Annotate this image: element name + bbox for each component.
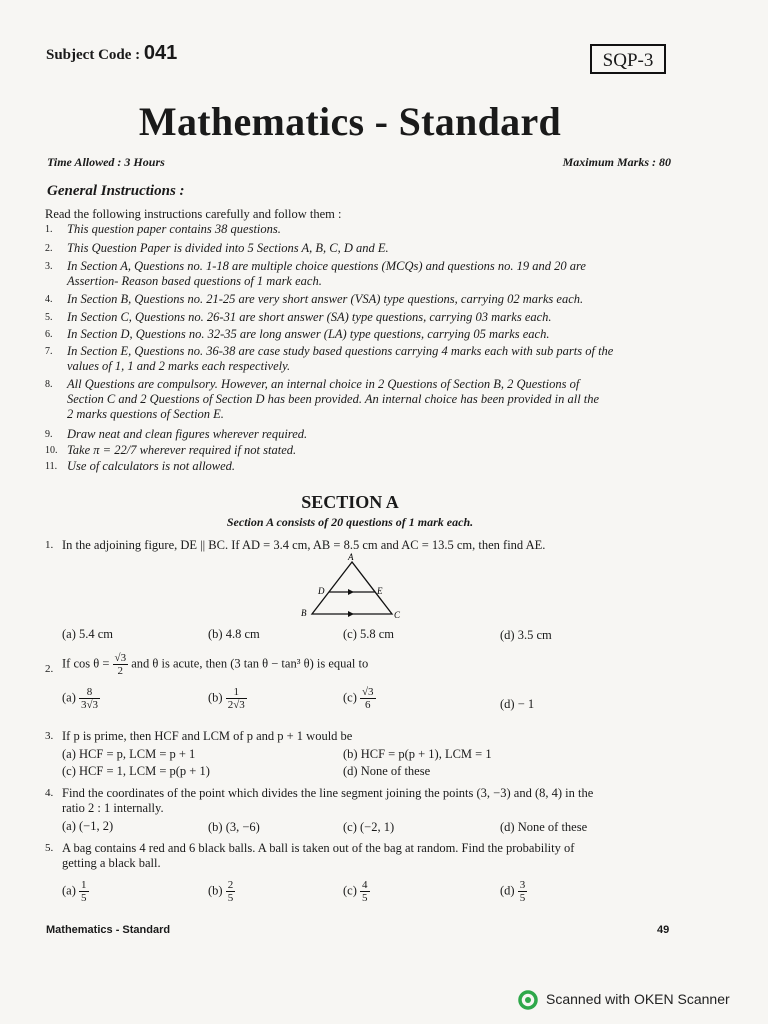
instruction-text: Assertion- Reason based questions of 1 mark each. — [67, 274, 322, 288]
label-b: B — [301, 608, 307, 618]
option-label: (c) — [343, 690, 357, 705]
fraction-numerator: 8 — [79, 686, 100, 699]
fraction-numerator: 4 — [362, 879, 368, 891]
instruction-number: 9. — [45, 429, 53, 440]
option-a: (a) 5.4 cm — [62, 627, 114, 641]
instruction-number: 8. — [45, 379, 53, 390]
subject-code-label: Subject Code : — [46, 47, 141, 63]
option-label: (b) — [208, 883, 223, 898]
option-a — [62, 879, 89, 904]
option-d: (d) − 1 — [500, 697, 535, 711]
question-number: 3. — [45, 730, 54, 742]
question-3 — [45, 729, 675, 744]
instruction-text: All Questions are compulsory. However, an internal choice in 2 Questions of Section B, 2 Questions of — [67, 377, 580, 391]
instruction-text: In Section E, Questions no. 36-38 are case study based questions carrying 4 marks each with sub parts of the — [67, 344, 614, 358]
instruction-item — [45, 443, 675, 458]
fraction — [79, 686, 100, 711]
question-text: In the adjoining figure, DE || BC. If AD = 3.4 cm, AB = 8.5 cm and AC = 13.5 cm, then find AE. — [62, 538, 546, 552]
page-number: 49 — [657, 924, 670, 936]
option-a — [62, 686, 100, 711]
fraction-numerator: √3 — [114, 652, 127, 664]
paper-code-box: SQP-3 — [590, 44, 666, 74]
instruction-text: In Section D, Questions no. 32-35 are long answer (LA) type questions, carrying 05 marks each. — [67, 327, 550, 341]
maximum-marks: Maximum Marks : 80 — [562, 155, 671, 169]
instruction-text: Draw neat and clean figures wherever required. — [67, 427, 308, 441]
fraction-numerator: 1 — [81, 879, 87, 891]
instruction-item — [45, 310, 675, 325]
instruction-number: 5. — [45, 312, 53, 323]
time-allowed: Time Allowed : 3 Hours — [47, 155, 165, 169]
option-c — [343, 686, 376, 711]
fraction-numerator: 3 — [519, 879, 526, 891]
instruction-text: In Section A, Questions no. 1-18 are multiple choice questions (MCQs) and questions no. 19 and 20 are — [67, 259, 586, 273]
question-number: 2. — [45, 663, 54, 675]
instruction-text: values of 1, 1 and 2 marks each respectively. — [67, 359, 291, 373]
arrow-de — [348, 589, 354, 595]
fraction-numerator: 1 — [226, 686, 247, 699]
option-c: (c) HCF = 1, LCM = p(p + 1) — [62, 764, 210, 778]
option-b: (b) 4.8 cm — [208, 627, 260, 641]
option-d — [500, 879, 527, 904]
question-text: and θ is acute, then (3 tan θ − tan³ θ) is equal to — [131, 656, 369, 671]
question-2 — [45, 652, 675, 677]
instruction-item — [45, 222, 675, 237]
instruction-text: Section C and 2 Questions of Section D has been provided. An internal choice has been provided in all the — [67, 392, 600, 406]
fraction — [226, 879, 236, 904]
option-label: (c) — [343, 883, 357, 898]
instruction-item — [45, 427, 675, 442]
label-e: E — [377, 586, 383, 596]
instruction-number: 4. — [45, 294, 53, 305]
question-text: getting a black ball. — [62, 856, 161, 870]
label-a: A — [348, 552, 354, 562]
fraction-denominator: 5 — [519, 892, 526, 904]
instruction-item — [45, 377, 675, 422]
instruction-text: Take π = 22/7 wherever required if not stated. — [67, 443, 297, 457]
page-title: Mathematics - Standard — [138, 99, 562, 144]
fraction-denominator: 6 — [365, 699, 371, 711]
section-title: SECTION A — [301, 492, 399, 512]
fraction-denominator: 2√3 — [227, 699, 245, 711]
fraction-denominator: 2 — [117, 665, 124, 677]
option-d: (d) None of these — [343, 764, 431, 778]
fraction-denominator: 5 — [227, 892, 234, 904]
option-d: (d) 3.5 cm — [500, 628, 552, 642]
question-1 — [45, 538, 675, 553]
instruction-text: In Section B, Questions no. 21-25 are very short answer (VSA) type questions, carrying 02 marks each. — [67, 292, 584, 306]
subject-code-value: 041 — [143, 42, 178, 64]
question-text: If p is prime, then HCF and LCM of p and p + 1 would be — [62, 729, 353, 743]
fraction — [518, 879, 528, 904]
fraction — [113, 652, 129, 677]
question-text: A bag contains 4 red and 6 black balls. A ball is taken out of the bag at random. Find the probability of — [62, 841, 575, 855]
label-d: D — [318, 586, 325, 596]
instruction-item — [45, 292, 675, 307]
option-a: (a) (−1, 2) — [62, 819, 114, 833]
footer-subject: Mathematics - Standard — [46, 924, 171, 936]
subject-code — [46, 42, 177, 65]
option-label: (d) — [500, 883, 515, 898]
triangle-figure — [296, 552, 408, 622]
question-number: 1. — [45, 539, 54, 551]
instruction-item — [45, 459, 675, 474]
option-b — [208, 879, 235, 904]
instruction-text: 2 marks questions of Section E. — [67, 407, 224, 421]
instruction-number: 10. — [45, 445, 58, 456]
option-c: (c) 5.8 cm — [343, 627, 395, 641]
option-c — [343, 879, 370, 904]
question-text: ratio 2 : 1 internally. — [62, 801, 164, 815]
fraction-numerator: √3 — [362, 686, 374, 698]
option-b — [208, 686, 247, 711]
option-label: (b) — [208, 690, 223, 705]
fraction — [226, 686, 247, 711]
question-5 — [45, 841, 675, 871]
instruction-item — [45, 259, 675, 289]
question-4 — [45, 786, 675, 816]
question-number: 5. — [45, 842, 54, 854]
scanner-watermark: Scanned with OKEN Scanner — [546, 991, 730, 1007]
fraction-numerator: 2 — [227, 879, 234, 891]
instruction-number: 6. — [45, 329, 53, 340]
question-text: Find the coordinates of the point which divides the line segment joining the points (3, −3) and (8, 4) in the — [62, 786, 594, 800]
instruction-number: 1. — [45, 224, 53, 235]
arrow-bc — [348, 611, 354, 617]
fraction — [79, 879, 89, 904]
instruction-text: Use of calculators is not allowed. — [67, 459, 236, 473]
scanner-logo-icon — [518, 990, 538, 1010]
instruction-item — [45, 344, 675, 374]
section-subtitle: Section A consists of 20 questions of 1 mark each. — [226, 515, 474, 529]
instructions-intro: Read the following instructions carefully and follow them : — [45, 207, 342, 221]
option-label: (a) — [62, 883, 76, 898]
option-a: (a) HCF = p, LCM = p + 1 — [62, 747, 196, 761]
fraction-denominator: 5 — [81, 892, 87, 904]
fraction-denominator: 5 — [362, 892, 368, 904]
question-text: If cos θ = — [62, 656, 110, 671]
fraction-denominator: 3√3 — [81, 699, 99, 711]
label-c: C — [394, 610, 401, 620]
instruction-number: 2. — [45, 243, 53, 254]
option-b: (b) HCF = p(p + 1), LCM = 1 — [343, 747, 492, 761]
option-label: (a) — [62, 690, 76, 705]
instructions-heading: General Instructions : — [47, 183, 185, 199]
question-number: 4. — [45, 787, 54, 799]
fraction — [360, 686, 376, 711]
instruction-text: In Section C, Questions no. 26-31 are short answer (SA) type questions, carrying 03 marks each. — [67, 310, 552, 324]
fraction — [360, 879, 370, 904]
instruction-item — [45, 327, 675, 342]
instruction-number: 11. — [45, 461, 58, 472]
option-d: (d) None of these — [500, 820, 588, 834]
instruction-number: 7. — [45, 346, 53, 357]
option-b: (b) (3, −6) — [208, 820, 260, 834]
instruction-number: 3. — [45, 261, 53, 272]
option-c: (c) (−2, 1) — [343, 820, 395, 834]
instruction-text: This question paper contains 38 questions. — [67, 222, 281, 236]
instruction-item — [45, 241, 675, 256]
instruction-text: This Question Paper is divided into 5 Sections A, B, C, D and E. — [67, 241, 389, 255]
